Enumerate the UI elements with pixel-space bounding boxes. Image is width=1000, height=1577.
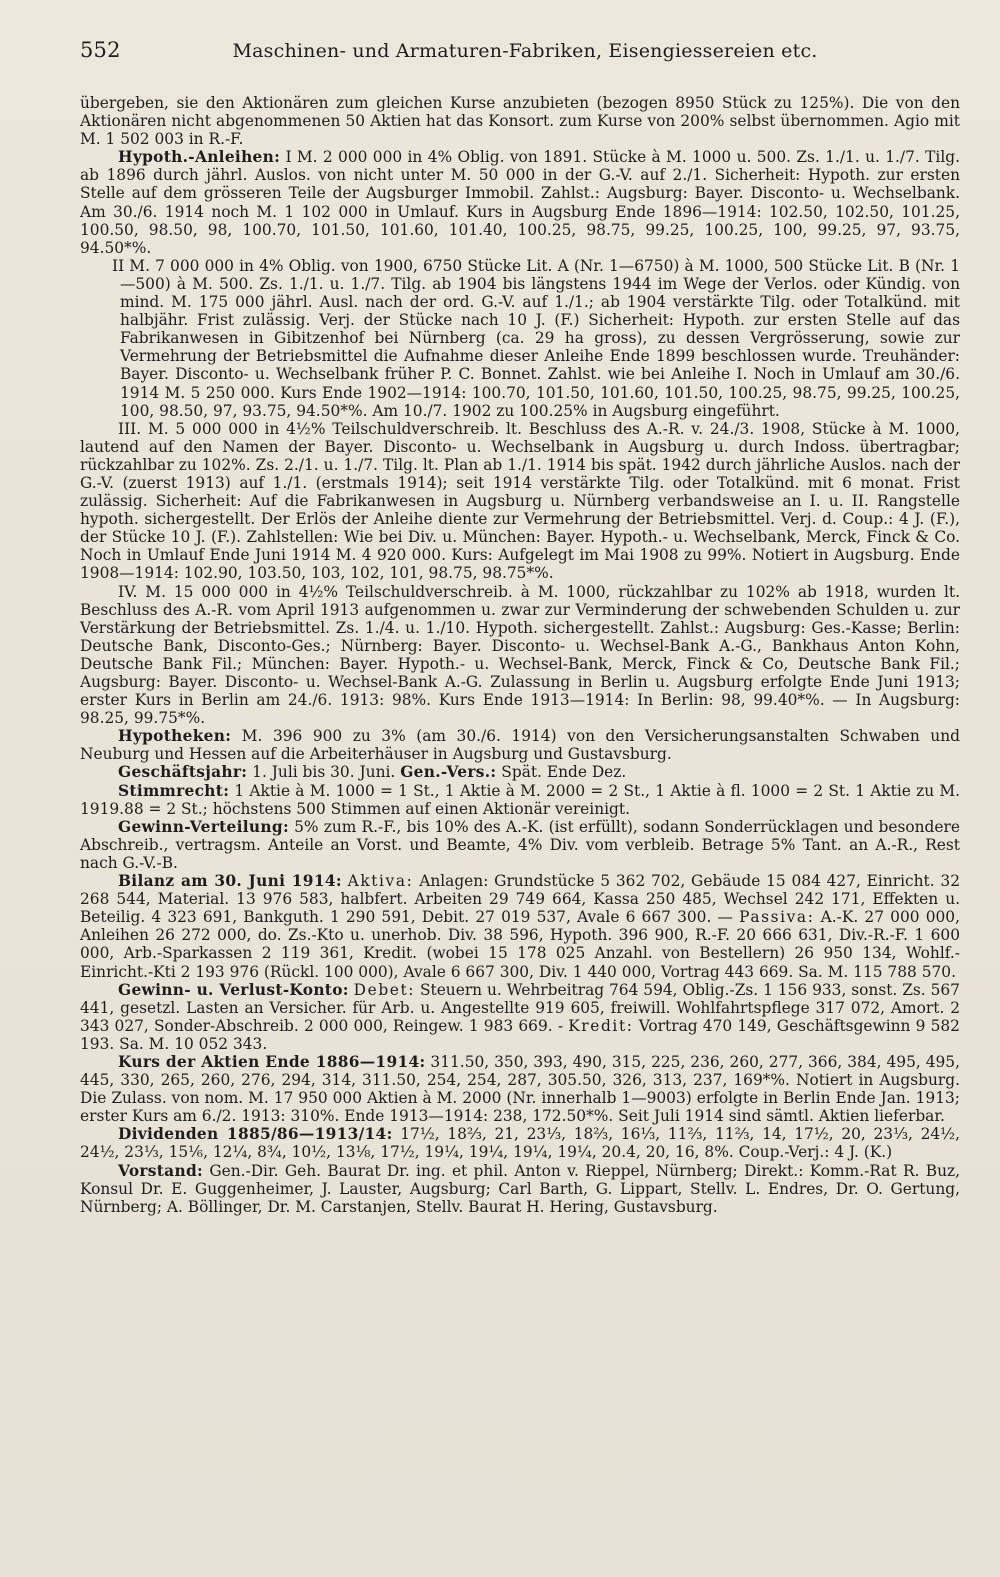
hypoth-anleihen-iv: IV. M. 15 000 000 in 4½% Teilschuldverschreib. à M. 1000, rückzahlbar zu 102% ab 1918, wurden lt. Beschluss des A.-R. vom April 1913 aufgenommen u. zwar zur Verminderung der schwebenden Schulden u. zur Verstärkung der Betriebsmittel. Zs. 1./4. u. 1./10. Hypoth. sichergestellt. Zahlst.: Augsburg: Ges.-Kasse; Berlin: Deutsche Bank, Disconto-Ges.; Nürnberg: Bayer. Disconto- u. Wechsel-Bank A.-G., Bankhaus Anton Kohn, Deutsche Bank Fil.; München: Bayer. Hypoth.- u. Wechsel-Bank, Merck, Finck & Co, Deutsche Bank Fil.; Augsburg: Bayer. Disconto- u. Wechsel-Bank A.-G. Zulassung in Berlin u. Augsburg erfolgte Ende Juni 1913; erster Kurs in Berlin am 24./6. 1913: 98%. Kurs Ende 1913—1914: In Berlin: 98, 99.40*%. — In Augsburg: 98.25, 99.75*%. bbox=[80, 582, 960, 728]
section-lead: Bilanz am 30. Juni 1914: bbox=[118, 872, 342, 891]
section-lead: Dividenden 1885/86—1913/14: bbox=[118, 1125, 393, 1144]
vorstand bbox=[80, 1162, 960, 1216]
gewinn-verteilung-text: 5% zum R.-F., bis 10% des A.-K. (ist erfüllt), sodann Sonderrücklagen und besondere Abschreib., vertragsm. Anteile an Vorst. und Beamte, 4% Div. vom verbleib. Betrage 5% Tant. an A.-R., Rest nach G.-V.-B. bbox=[80, 817, 960, 872]
hypoth-anleihen-i bbox=[80, 148, 960, 257]
dividenden-text: 17½, 18⅔, 21, 23⅓, 18⅔, 16⅓, 11⅔, 11⅔, 14, 17½, 20, 23⅓, 24½, 24½, 23⅓, 15⅙, 12¼, 8¾, 10½, 13⅛, 17½, 19¼, 19¼, 19¼, 19¼, 20.4, 20, 16, 8%. Coup.-Verj.: 4 J. (K.) bbox=[80, 1125, 960, 1162]
section-lead: Gewinn-Verteilung: bbox=[118, 817, 289, 836]
dividenden bbox=[80, 1125, 960, 1161]
gewinn-verlust-konto bbox=[80, 981, 960, 1053]
geschaeftsjahr bbox=[80, 763, 960, 781]
geschaeftsjahr-text: 1. Juli bis 30. Juni. bbox=[252, 763, 396, 782]
gewinn-verteilung bbox=[80, 818, 960, 872]
kredit-label: Kredit: bbox=[568, 1016, 634, 1035]
page-body bbox=[80, 94, 960, 1216]
section-lead: Vorstand: bbox=[118, 1161, 203, 1180]
section-lead: Hypotheken: bbox=[118, 727, 232, 746]
intro-paragraph: übergeben, sie den Aktionären zum gleichen Kurse anzubieten (bezogen 8950 Stück zu 125%). Die von den Aktionären nicht abgenommenen 50 Aktien hat das Konsort. zum Kurse von 200% selbst übernommen. Agio mit M. 1 502 003 in R.-F. bbox=[80, 94, 960, 149]
kurs-der-aktien bbox=[80, 1053, 960, 1125]
anleihe-i-text: I M. 2 000 000 in 4% Oblig. von 1891. Stücke à M. 1000 u. 500. Zs. 1./1. u. 1./7. Tilg. ab 1896 durch jährl. Auslos. von nicht unter M. 50 000 in der G.-V. auf 2./1. Sicherheit: Hypoth. zur ersten Stelle auf dem grösseren Teile der Augsburger Immobil. Zahlst.: Augsburg: Bayer. Disconto- u. Wechselbank. Am 30./6. 1914 noch M. 1 102 000 in Umlauf. Kurs in Augsburg Ende 1896—1914: 102.50, 102.50, 101.25, 100.50, 98.50, 98, 100.70, 101.50, 101.60, 101.40, 100.25, 98.75, 99.25, 100.25, 100, 99.25, 97, 93.75, 94.50*%. bbox=[80, 148, 960, 257]
section-lead: Geschäftsjahr: bbox=[118, 763, 248, 782]
section-lead: Gen.-Vers.: bbox=[400, 763, 497, 782]
page-number: 552 bbox=[80, 38, 121, 62]
page-header bbox=[80, 38, 960, 72]
aktiva-text: Anlagen: Grundstücke 5 362 702, Gebäude 15 084 427, Einricht. 32 268 544, Material. 13 976 583, halbfert. Arbeiten 29 749 664, Kassa 250 485, Wechsel 242 171, Effekten u. Beteilig. 4 323 691, Bankguth. 1 290 591, Debit. 27 019 537, Avale 6 667 300. — bbox=[80, 872, 960, 927]
vorstand-text: Gen.-Dir. Geh. Baurat Dr. ing. et phil. Anton v. Rieppel, Nürnberg; Direkt.: Komm.-Rat R. Buz, Konsul Dr. E. Guggenheimer, J. Lauster, Augsburg; Carl Barth, G. Lippart, Stellv. L. Endres, Dr. O. Gertung, Nürnberg; A. Böllinger, Dr. M. Carstanjen, Stellv. Baurat H. Hering, Gustavsburg. bbox=[80, 1161, 960, 1216]
debet-label: Debet: bbox=[353, 980, 416, 999]
hypotheken bbox=[80, 727, 960, 763]
running-title: Maschinen- und Armaturen-Fabriken, Eisengiessereien etc. bbox=[232, 40, 818, 62]
hypotheken-text: M. 396 900 zu 3% (am 30./6. 1914) von den Versicherungsanstalten Schwaben und Neuburg und Hessen auf die Arbeiterhäuser in Augsburg und Gustavsburg. bbox=[80, 727, 960, 764]
debet-text: Steuern u. Wehrbeitrag 764 594, Oblig.-Zs. 1 156 933, sonst. Zs. 567 441, gesetzl. Lasten an Versicher. für Arb. u. Angestellte 919 605, freiwill. Wohlfahrtspflege 317 072, Amort. 2 343 027, Sonder-Abschreib. 2 000 000, Reingew. 1 983 669. - bbox=[80, 980, 960, 1035]
kurs-text: 311.50, 350, 393, 490, 315, 225, 236, 260, 277, 366, 384, 495, 495, 445, 330, 265, 260, 276, 294, 314, 311.50, 254, 254, 287, 305.50, 326, 313, 237, 169*%. Notiert in Augsburg. Die Zulass. von nom. M. 17 950 000 Aktien à M. 2000 (Nr. innerhalb 1—9003) erfolgte in Berlin Ende Jan. 1913; erster Kurs am 6./2. 1913: 310%. Ende 1913—1914: 238, 172.50*%. Seit Juli 1914 sind sämtl. Aktien lieferbar. bbox=[80, 1052, 960, 1126]
section-lead: Gewinn- u. Verlust-Konto: bbox=[118, 980, 349, 999]
bilanz bbox=[80, 872, 960, 981]
hypoth-anleihen-iii: III. M. 5 000 000 in 4½% Teilschuldverschreib. lt. Beschluss des A.-R. v. 24./3. 1908, Stücke à M. 1000, lautend auf den Namen der Bayer. Disconto- u. Wechselbank in Augsburg u. durch Indoss. übertragbar; rückzahlbar zu 102%. Zs. 2./1. u. 1./7. Tilg. lt. Plan ab 1./1. 1914 bis spät. 1942 durch jährliche Auslos. nach der G.-V. (zuerst 1913) auf 1./1. (erstmals 1914); seit 1914 verstärkte Tilg. oder Totalkünd. mit 6 monat. Frist zulässig. Sicherheit: Auf die Fabrikanwesen in Augsburg u. Nürnberg verbandsweise an I. u. II. Rangstelle hypoth. sichergestellt. Der Erlös der Anleihe diente zur Vermehrung der Betriebsmittel. Verj. d. Coup.: 4 J. (F.), der Stücke 10 J. (F.). Zahlstellen: Wie bei Div. u. München: Bayer. Hypoth.- u. Wechselbank, Merck, Finck & Co. Noch in Umlauf Ende Juni 1914 M. 4 920 000. Kurs: Aufgelegt im Mai 1908 zu 99%. Notiert in Augsburg. Ende 1908—1914: 102.90, 103.50, 103, 102, 101, 98.75, 98.75*%. bbox=[80, 419, 960, 583]
section-lead: Hypoth.-Anleihen: bbox=[118, 148, 281, 167]
gen-vers-text: Spät. Ende Dez. bbox=[501, 763, 627, 782]
stimmrecht bbox=[80, 782, 960, 818]
stimmrecht-text: 1 Aktie à M. 1000 = 1 St., 1 Aktie à M. 2000 = 2 St., 1 Aktie à fl. 1000 = 2 St. 1 Aktie zu M. 1919.88 = 2 St.; höchstens 500 Stimmen auf einen Aktionär vereinigt. bbox=[80, 781, 960, 818]
aktiva-label: Aktiva: bbox=[347, 872, 414, 891]
kredit-text: Vortrag 470 149, Geschäftsgewinn 9 582 193. Sa. M. 10 052 343. bbox=[80, 1016, 960, 1053]
passiva-label: Passiva: bbox=[739, 908, 815, 927]
passiva-text: A.-K. 27 000 000, Anleihen 26 272 000, do. Zs.-Kto u. unerhob. Div. 38 596, Hypoth. 396 900, R.-F. 20 666 631, Div.-R.-F. 1 600 000, Arb.-Sparkassen 2 119 361, Kredit. (wobei 15 178 025 Anzahl. von Bestellern) 26 950 134, Wohlf.-Einricht.-Kti 2 193 976 (Rückl. 100 000), Avale 6 667 300, Div. 1 440 000, Vortrag 443 669. Sa. M. 115 788 570. bbox=[80, 908, 960, 981]
section-lead: Stimmrecht: bbox=[118, 781, 230, 800]
section-lead: Kurs der Aktien Ende 1886—1914: bbox=[118, 1052, 426, 1071]
hypoth-anleihen-ii: II M. 7 000 000 in 4% Oblig. von 1900, 6750 Stücke Lit. A (Nr. 1—6750) à M. 1000, 500 Stücke Lit. B (Nr. 1—500) à M. 500. Zs. 1./1. u. 1./7. Tilg. ab 1904 bis längstens 1944 im Wege der Verlos. oder Kündig. von mind. M. 175 000 jährl. Ausl. nach der ord. G.-V. auf 1./1.; ab 1904 verstärkte Tilg. oder Totalkünd. mit halbjähr. Frist zulässig. Verj. der Stücke nach 10 J. (F.) Sicherheit: Hypoth. zur ersten Stelle auf das Fabrikanwesen in Gibitzenhof bei Nürnberg (ca. 29 ha gross), zu dessen Vergrösserung, sowie zur Vermehrung der Betriebsmittel die Aufnahme dieser Anleihe Ende 1899 beschlossen wurde. Treuhänder: Bayer. Disconto- u. Wechselbank früher P. C. Bonnet. Zahlst. wie bei Anleihe I. Noch in Umlauf am 30./6. 1914 M. 5 250 000. Kurs Ende 1902—1914: 100.70, 101.50, 101.60, 101.50, 100.25, 98.75, 99.25, 100.25, 100, 98.50, 97, 93.75, 94.50*%. Am 10./7. 1902 zu 100.25% in Augsburg eingeführt. bbox=[112, 256, 960, 420]
